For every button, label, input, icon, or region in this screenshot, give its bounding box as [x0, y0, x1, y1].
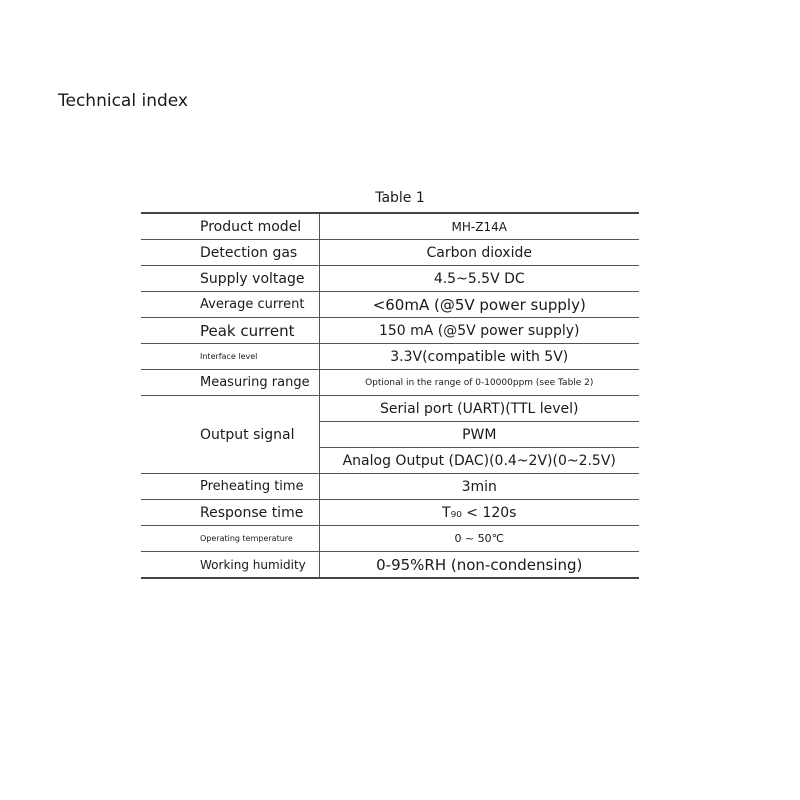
row-label: Measuring range — [141, 370, 319, 396]
row-value: Carbon dioxide — [319, 240, 639, 266]
table-row — [141, 266, 639, 292]
row-value: 4.5~5.5V DC — [319, 266, 639, 292]
row-value: Optional in the range of 0-10000ppm (see Table 2) — [319, 370, 639, 396]
row-value: 3.3V(compatible with 5V) — [319, 344, 639, 370]
page-heading: Technical index — [58, 91, 188, 111]
table-row — [141, 526, 639, 552]
row-label: Peak current — [141, 318, 319, 344]
table-caption: Table 1 — [375, 190, 425, 206]
row-label: Response time — [141, 500, 319, 526]
row-value: PWM — [319, 422, 639, 448]
row-label: Supply voltage — [141, 266, 319, 292]
table-row — [141, 318, 639, 344]
row-value: Serial port (UART)(TTL level) — [319, 396, 639, 422]
table-row — [141, 292, 639, 318]
row-label: Output signal — [141, 396, 319, 474]
table-row — [141, 474, 639, 500]
row-label: Preheating time — [141, 474, 319, 500]
row-value: <60mA (@5V power supply) — [319, 292, 639, 318]
row-label: Interface level — [141, 344, 319, 370]
table-row — [141, 396, 639, 422]
row-label: Working humidity — [141, 552, 319, 579]
row-value: 0 ~ 50℃ — [319, 526, 639, 552]
row-value: Analog Output (DAC)(0.4~2V)(0~2.5V) — [319, 448, 639, 474]
row-value: 0-95%RH (non-condensing) — [319, 552, 639, 579]
row-label: Detection gas — [141, 240, 319, 266]
technical-index-table — [141, 212, 639, 579]
row-label: Product model — [141, 213, 319, 240]
row-value: 3min — [319, 474, 639, 500]
table-row — [141, 344, 639, 370]
table-row — [141, 240, 639, 266]
table-row — [141, 552, 639, 579]
row-value: T₉₀ < 120s — [319, 500, 639, 526]
table-row — [141, 370, 639, 396]
row-value: 150 mA (@5V power supply) — [319, 318, 639, 344]
table-row — [141, 213, 639, 240]
table-row — [141, 500, 639, 526]
row-value: MH-Z14A — [319, 213, 639, 240]
row-label: Operating temperature — [141, 526, 319, 552]
row-label: Average current — [141, 292, 319, 318]
